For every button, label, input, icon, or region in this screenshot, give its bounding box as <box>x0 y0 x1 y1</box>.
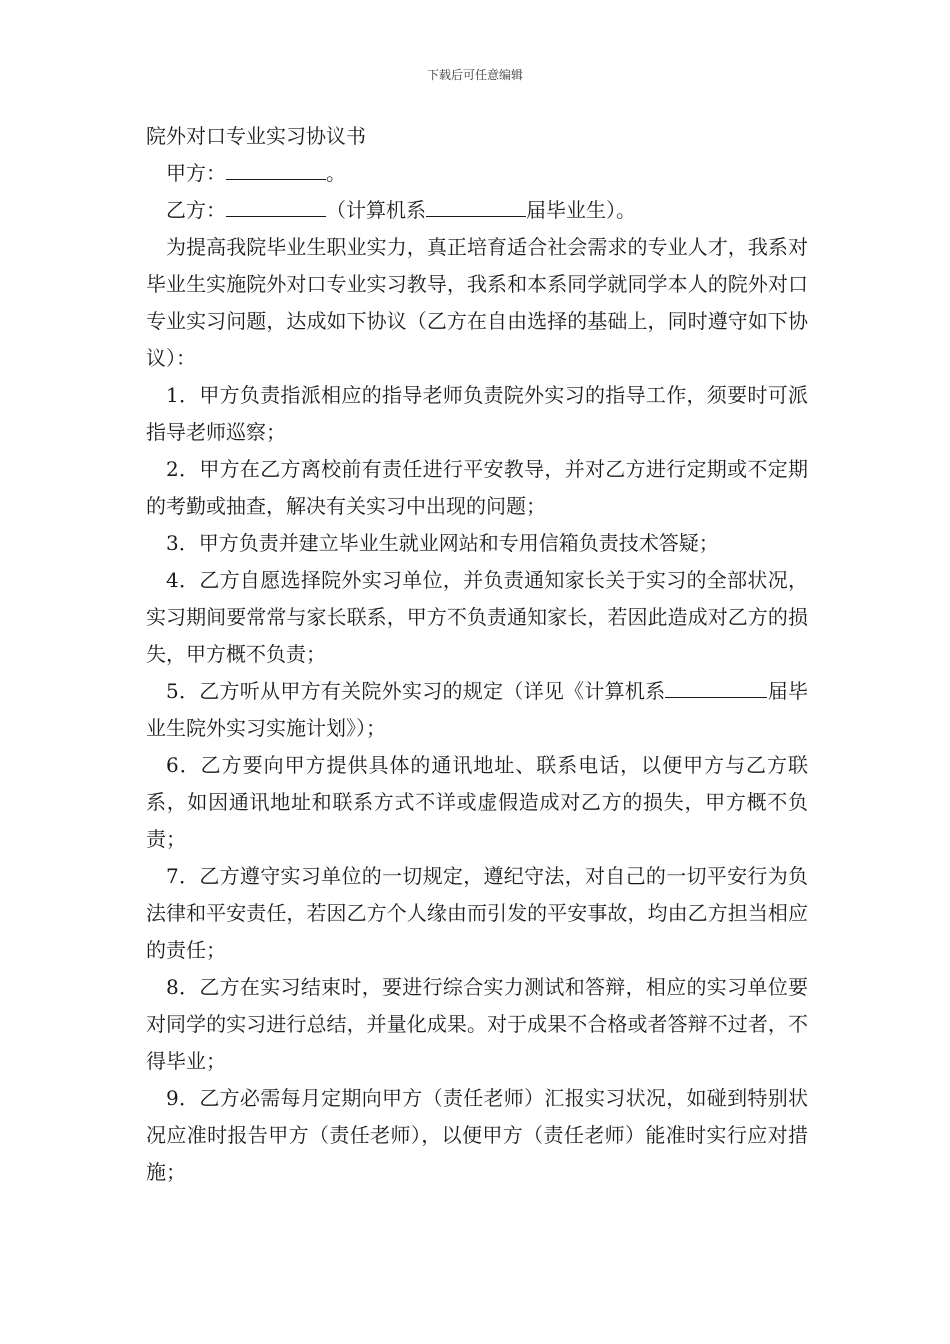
clause-3: 3．甲方负责并建立毕业生就业网站和专用信箱负责技术答疑； <box>166 531 719 555</box>
party-a-blank <box>226 161 326 180</box>
clause-7: 7．乙方遵守实习单位的一切规定，遵纪守法，对自己的一切平安行为负法律和平安责任，若因乙方个人缘由而引发的平安事故，均由乙方担当相应的责任； <box>146 864 808 962</box>
clause-5-part-a: 5．乙方听从甲方有关院外实习的规定（详见《计算机系 <box>166 679 666 703</box>
header-note: 下载后可任意编辑 <box>426 68 523 82</box>
clause-4: 4．乙方自愿选择院外实习单位，并负责通知家长关于实习的全部状况，实习期间要常常与家长联系，甲方不负责通知家长，若因此造成对乙方的损失，甲方概不负责； <box>146 568 808 666</box>
party-a-end: 。 <box>326 161 346 185</box>
party-a-label: 甲方： <box>166 161 226 185</box>
clause-5-part-b: 届毕业生院外实习实施计划》）； <box>146 679 808 740</box>
clause-5-blank <box>665 679 757 698</box>
party-b-mid: （计算机系 <box>326 198 426 222</box>
document-body <box>146 118 808 1191</box>
party-b-end: 届毕业生）。 <box>526 198 636 222</box>
intro-paragraph: 为提高我院毕业生职业实力，真正培育适合社会需求的专业人才，我系对毕业生实施院外对口专业实习教导，我系和本系同学就同学本人的院外对口专业实习问题，达成如下协议（乙方在自由选择的基础上，同时遵守如下协议）： <box>146 235 808 370</box>
clause-6: 6．乙方要向甲方提供具体的通讯地址、联系电话，以便甲方与乙方联系，如因通讯地址和联系方式不详或虚假造成对乙方的损失，甲方概不负责； <box>146 753 808 851</box>
clause-5 <box>146 673 808 747</box>
clause-8: 8．乙方在实习结束时，要进行综合实力测试和答辩，相应的实习单位要对同学的实习进行总结，并量化成果。对于成果不合格或者答辩不过者，不得毕业； <box>146 975 808 1073</box>
graduation-year-blank <box>426 198 526 217</box>
clause-9: 9．乙方必需每月定期向甲方（责任老师）汇报实习状况，如碰到特别状况应准时报告甲方（责任老师），以便甲方（责任老师）能准时实行应对措施； <box>146 1086 808 1184</box>
party-b-line <box>146 192 808 229</box>
clause-2: 2．甲方在乙方离校前有责任进行平安教导，并对乙方进行定期或不定期的考勤或抽查，解决有关实习中出现的问题； <box>146 457 808 518</box>
party-b-blank <box>226 198 326 217</box>
clause-5-blank-cont <box>757 679 767 698</box>
clause-1: 1．甲方负责指派相应的指导老师负责院外实习的指导工作，须要时可派指导老师巡察； <box>146 383 808 444</box>
document-title: 院外对口专业实习协议书 <box>146 124 366 148</box>
party-b-label: 乙方： <box>166 198 226 222</box>
party-a-line <box>146 155 808 192</box>
